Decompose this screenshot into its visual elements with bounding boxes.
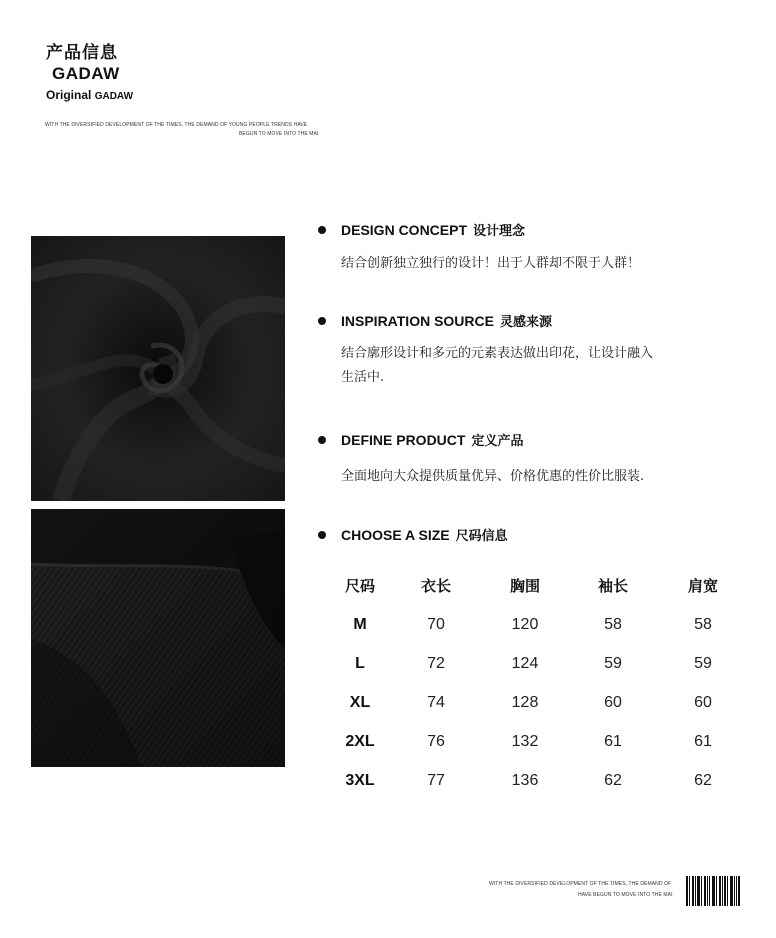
shoulder-cell: 58 <box>694 615 712 633</box>
fabric-swirl-photo <box>31 236 285 501</box>
length-cell: 77 <box>427 771 445 789</box>
original-label: Original <box>46 88 92 102</box>
header-tagline-line2: BEGUN TO MOVE INTO THE MAI <box>239 131 319 137</box>
table-row <box>330 644 748 683</box>
sleeve-cell: 58 <box>604 615 622 633</box>
length-cell: 72 <box>427 654 445 672</box>
footer-tagline-line2: HAVE BEGUN TO MOVE INTO THE MAI <box>578 892 673 898</box>
length-cell: 74 <box>427 693 445 711</box>
shoulder-cell: 60 <box>694 693 712 711</box>
size-chart-header-row <box>330 565 748 605</box>
chest-cell: 128 <box>511 693 539 711</box>
define-product-line: 全面地向大众提供质量优异、价格优惠的性价比服装. <box>341 469 645 484</box>
size-cell: 3XL <box>345 771 375 789</box>
product-info-title: 产品信息 <box>46 43 118 63</box>
barcode-icon <box>686 876 740 906</box>
choose-size-heading <box>318 525 508 544</box>
original-brand: GADAW <box>94 91 134 102</box>
bullet-icon <box>318 436 326 444</box>
bullet-icon <box>318 317 326 325</box>
design-concept-title-cn: 设计理念 <box>473 224 526 239</box>
design-concept-title-en: DESIGN CONCEPT <box>341 221 468 238</box>
footer-tagline-line1: WITH THE DIVERSIFIED DEVELOPMENT OF THE TIMES, THE DEMAND OF <box>489 881 672 887</box>
table-row <box>330 605 748 644</box>
inspiration-text <box>341 342 653 390</box>
brand-name: GADAW <box>52 64 120 83</box>
header-size: 尺码 <box>344 576 375 595</box>
fabric-texture-photo <box>31 509 285 767</box>
header-shoulder: 肩宽 <box>687 576 718 595</box>
size-cell: M <box>353 615 367 633</box>
choose-size-title-cn: 尺码信息 <box>455 529 508 544</box>
header-length: 衣长 <box>420 576 451 595</box>
size-chart-table <box>330 565 748 800</box>
inspiration-title-en: INSPIRATION SOURCE <box>341 312 494 329</box>
table-row <box>330 761 748 800</box>
header-sleeve: 袖长 <box>597 576 628 595</box>
inspiration-heading <box>318 311 552 330</box>
inspiration-line: 结合廓形设计和多元的元素表达做出印花，让设计融入 <box>341 346 654 361</box>
header-chest: 胸围 <box>509 576 540 595</box>
sleeve-cell: 60 <box>604 693 622 711</box>
define-product-title-cn: 定义产品 <box>471 434 524 449</box>
chest-cell: 136 <box>511 771 539 789</box>
chest-cell: 132 <box>511 732 539 750</box>
inspiration-title-cn: 灵感来源 <box>499 315 552 330</box>
define-product-title-en: DEFINE PRODUCT <box>341 431 466 448</box>
size-cell: XL <box>349 693 371 711</box>
design-concept-line: 结合创新独立独行的设计！出于人群却不限于人群！ <box>341 256 641 271</box>
original-brand-label <box>46 88 133 102</box>
shoulder-cell: 61 <box>694 732 712 750</box>
size-cell: L <box>355 654 365 672</box>
shoulder-cell: 59 <box>694 654 712 672</box>
shoulder-cell: 62 <box>694 771 712 789</box>
sleeve-cell: 59 <box>604 654 622 672</box>
define-product-text <box>341 465 644 489</box>
design-concept-text <box>341 252 640 276</box>
chest-cell: 120 <box>511 615 539 633</box>
table-row <box>330 683 748 722</box>
size-cell: 2XL <box>345 732 375 750</box>
header-tagline-line1: WITH THE DIVERSIFIED DEVELOPMENT OF THE TIMES, THE DEMAND OF YOUNG PEOPLE TRENDS HAVE <box>45 122 308 128</box>
sleeve-cell: 61 <box>604 732 622 750</box>
bullet-icon <box>318 531 326 539</box>
design-concept-heading <box>318 220 525 239</box>
define-product-heading <box>318 430 523 449</box>
choose-size-title-en: CHOOSE A SIZE <box>341 526 450 543</box>
table-row <box>330 722 748 761</box>
chest-cell: 124 <box>511 654 539 672</box>
sleeve-cell: 62 <box>604 771 622 789</box>
length-cell: 70 <box>427 615 445 633</box>
bullet-icon <box>318 226 326 234</box>
inspiration-line: 生活中. <box>341 370 385 385</box>
length-cell: 76 <box>427 732 445 750</box>
